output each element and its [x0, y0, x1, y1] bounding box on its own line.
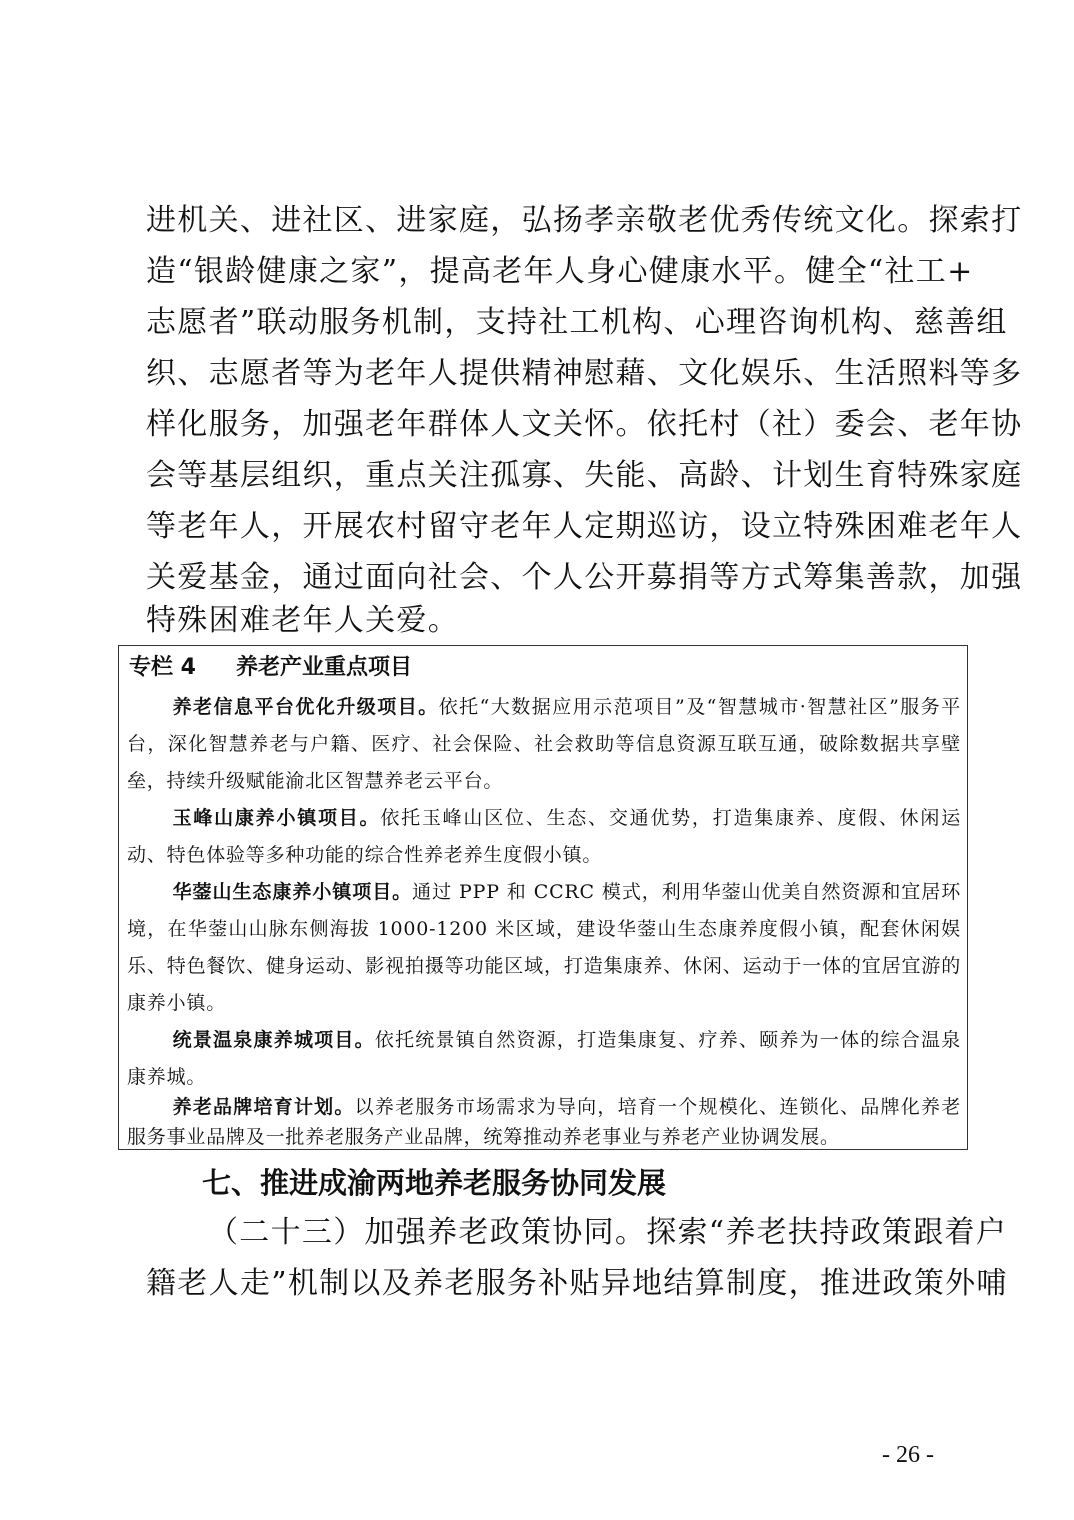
body-line: 关爱基金，通过面向社会、个人公开募捐等方式筹集善款，加强 — [146, 560, 1023, 595]
project-text: 依托玉峰山区位、生态、交通优势，打造集康养、度假、休闲运动、特色体验等多种功能的综合性养老养生度假小镇。 — [127, 807, 961, 866]
project-name: 养老品牌培育计划。 — [172, 1096, 355, 1118]
project-text: 以养老服务市场需求为导向，培育一个规模化、连锁化、品牌化养老服务事业品牌及一批养老服务产业品牌，统筹推动养老事业与养老产业协调发展。 — [127, 1096, 961, 1148]
column-title — [129, 652, 412, 684]
page-number: - 26 - — [882, 1442, 934, 1468]
body-line: 样化服务，加强老年群体人文关怀。依托村（社）委会、老年协 — [146, 407, 1023, 442]
body-line: 会等基层组织，重点关注孤寡、失能、高龄、计划生育特殊家庭 — [146, 458, 1023, 493]
project-name: 养老信息平台优化升级项目。 — [172, 696, 439, 718]
project-item — [127, 800, 961, 874]
project-item — [127, 1092, 961, 1152]
body-line: 特殊困难老年人关爱。 — [146, 603, 459, 638]
column-heading: 养老产业重点项目 — [235, 655, 412, 680]
section-heading: 七、推进成渝两地养老服务协同发展 — [202, 1166, 667, 1200]
body-line: 造“银龄健康之家”，提高老年人身心健康水平。健全“社工+ — [146, 254, 974, 289]
project-text: 依托统景镇自然资源，打造集康复、疗养、颐养为一体的综合温泉康养城。 — [127, 1029, 961, 1088]
project-text: 依托“大数据应用示范项目”及“智慧城市·智慧社区”服务平台，深化智慧养老与户籍、医疗、社会保险、社会救助等信息资源互联互通，破除数据共享壁垒，持续升级赋能渝北区智慧养老云平台。 — [127, 696, 962, 792]
project-item — [127, 1022, 961, 1096]
project-text: 通过 PPP 和 CCRC 模式，利用华蓥山优美自然资源和宜居环境，在华蓥山山脉东侧海拔 1000-1200 米区域，建设华蓥山生态康养度假小镇，配套休闲娱乐、特色餐饮、健身运动、影视拍摄等功能区域，打造集康养、休闲、运动于一体的宜居宜游的康养小镇。 — [127, 881, 961, 1014]
project-item — [127, 874, 961, 1022]
body-line: （二十三）加强养老政策协同。探索“养老扶持政策跟着户 — [208, 1215, 1008, 1250]
body-line: 进机关、进社区、进家庭，弘扬孝亲敬老优秀传统文化。探索打 — [146, 203, 1023, 238]
body-line: 志愿者”联动服务机制，支持社工机构、心理咨询机构、慈善组 — [146, 305, 1008, 340]
body-line: 等老年人，开展农村留守老年人定期巡访，设立特殊困难老年人 — [146, 509, 1023, 544]
project-name: 统景温泉康养城项目。 — [172, 1029, 375, 1051]
project-item — [127, 689, 961, 800]
column-label: 专栏 4 — [129, 655, 196, 680]
project-name: 华蓥山生态康养小镇项目。 — [172, 881, 413, 903]
project-name: 玉峰山康养小镇项目。 — [172, 807, 381, 829]
body-line: 籍老人走”机制以及养老服务补贴异地结算制度，推进政策外哺 — [146, 1266, 1008, 1301]
column-box — [118, 645, 968, 1150]
body-line: 织、志愿者等为老年人提供精神慰藉、文化娱乐、生活照料等多 — [146, 356, 1023, 391]
